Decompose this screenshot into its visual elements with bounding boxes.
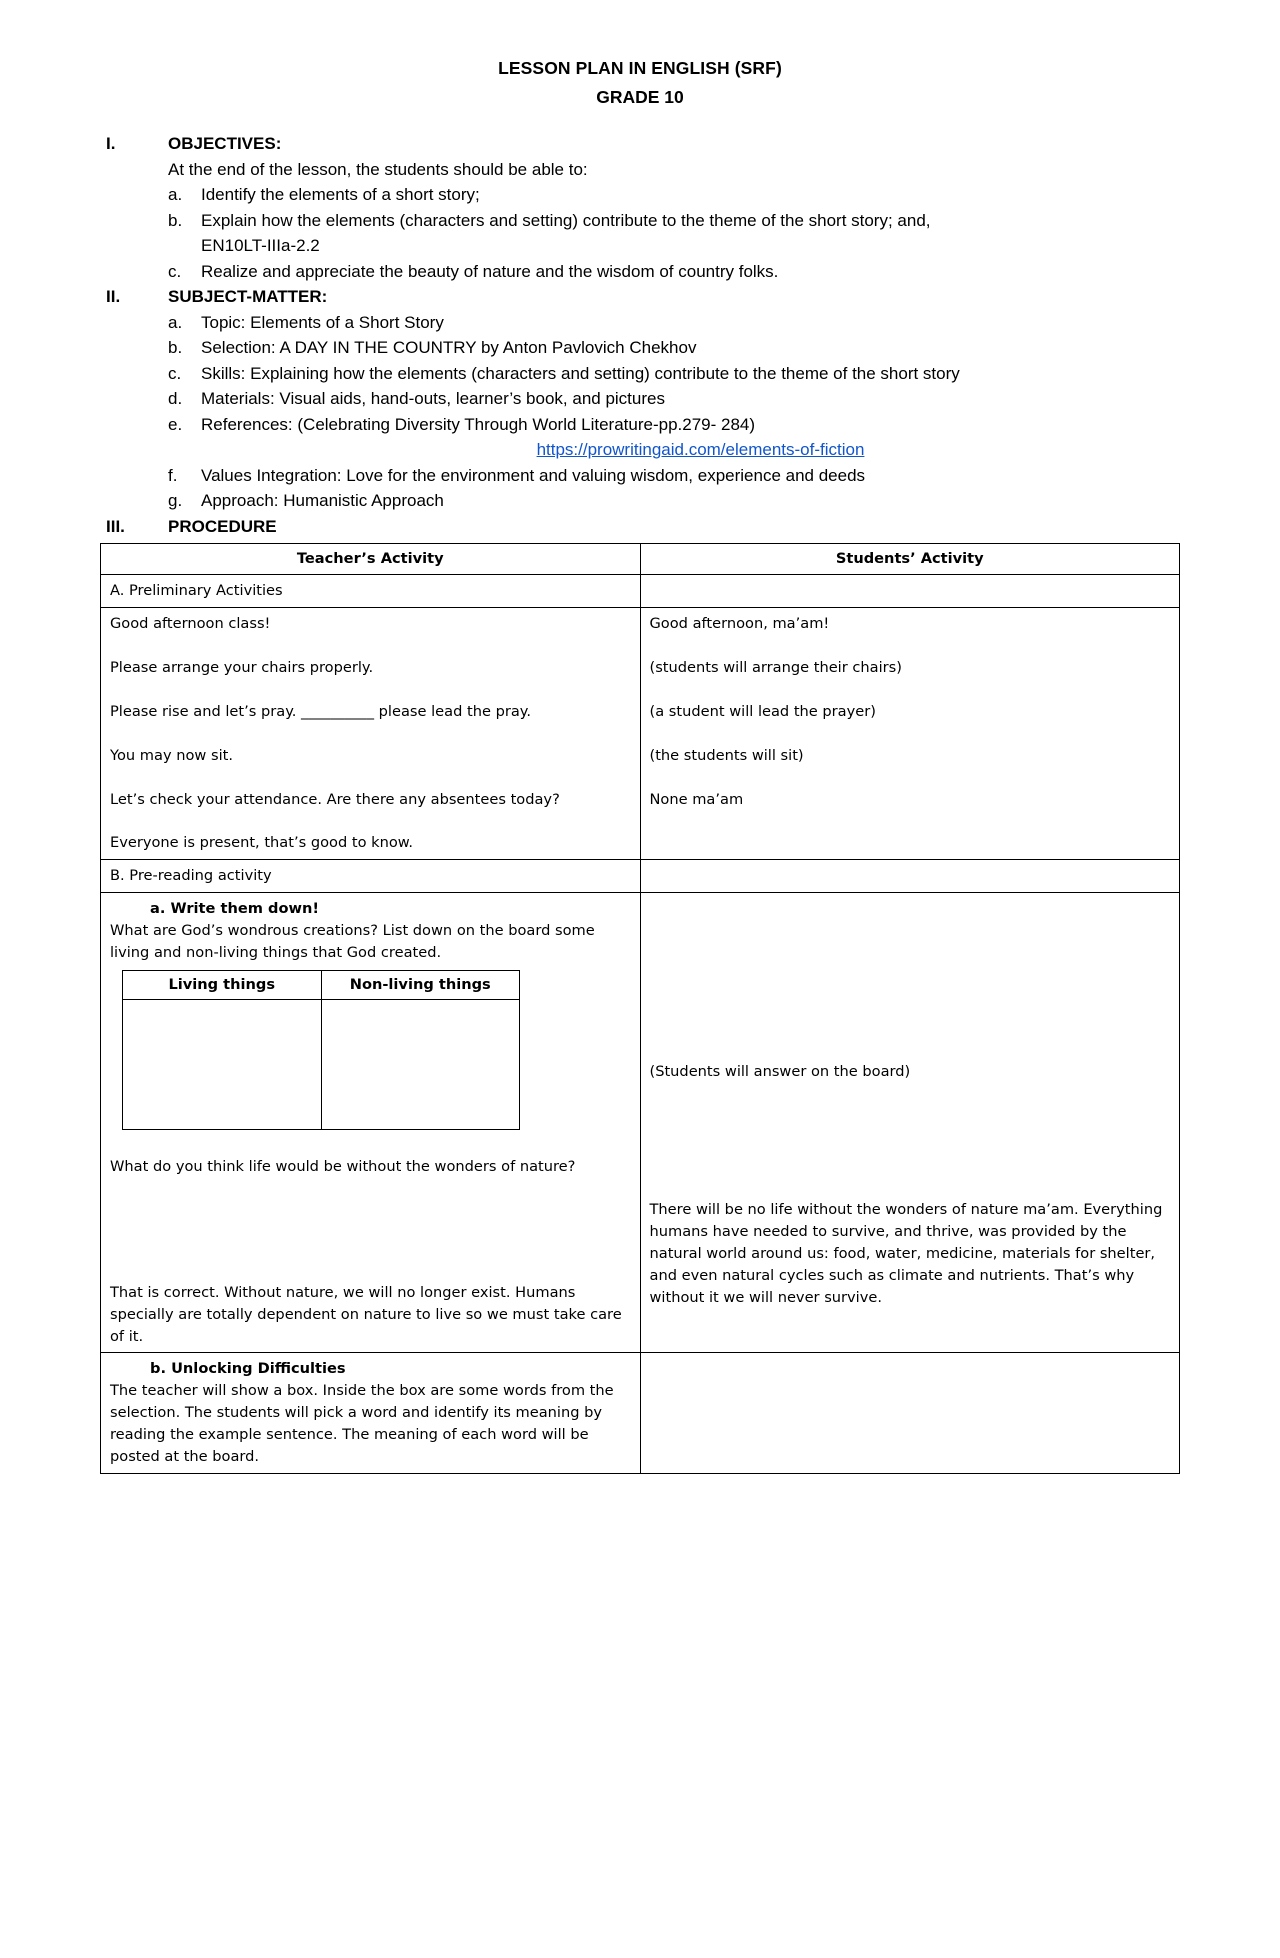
list-text: Topic: Elements of a Short Story xyxy=(201,312,444,332)
inner-cell-nonliving[interactable] xyxy=(321,999,520,1129)
empty-cell xyxy=(640,1353,1180,1473)
list-item xyxy=(168,463,1180,489)
objectives-numeral: I. xyxy=(106,134,116,154)
teacher-followup: That is correct. Without nature, we will no longer exist. Humans specially are totally dependent on nature to live so we must take care of it. xyxy=(110,1283,622,1345)
procedure-table xyxy=(100,543,1180,1474)
table-row-preliminary xyxy=(101,608,1180,860)
competency-code: EN10LT-IIIa-2.2 xyxy=(201,236,320,256)
list-text: Values Integration: Love for the environment and valuing wisdom, experience and deeds xyxy=(201,465,866,485)
list-text: Skills: Explaining how the elements (characters and setting) contribute to the theme of the short story xyxy=(201,363,960,383)
table-row-subhead-a xyxy=(101,575,1180,608)
table-row-unlocking xyxy=(101,1353,1180,1473)
list-marker: c. xyxy=(168,261,182,281)
list-text xyxy=(201,412,1180,463)
inner-header-row xyxy=(123,970,520,999)
list-item xyxy=(168,488,1180,514)
students-answer-2: There will be no life without the wonders of nature ma’am. Everything humans have needed to survive, and thrive, was provided by the natural world around us: food, water, medicine, materials for shelter, and even natural cycles such as climate and nutrients. That’s why without it we will never survive. xyxy=(649,1201,1163,1306)
teacher-line: Everyone is present, that’s good to know. xyxy=(110,834,414,852)
list-marker: g. xyxy=(168,491,183,511)
subheading-preliminary-activities: A. Preliminary Activities xyxy=(101,575,641,608)
references-text: References: (Celebrating Diversity Through World Literature-pp.279- 284) xyxy=(201,414,756,434)
list-marker: a. xyxy=(168,312,183,332)
teacher-line: Let’s check your attendance. Are there any absentees today? xyxy=(110,790,560,808)
section-procedure xyxy=(100,514,1180,540)
page-title: LESSON PLAN IN ENGLISH (SRF) xyxy=(498,58,782,78)
list-item xyxy=(168,335,1180,361)
students-preliminary-cell xyxy=(640,608,1180,860)
teacher-line: You may now sit. xyxy=(110,746,233,764)
list-marker: c. xyxy=(168,363,182,383)
list-item xyxy=(168,386,1180,412)
objective-b-text: Explain how the elements (characters and setting) contribute to the theme of the short story; and, xyxy=(201,210,931,230)
subheading-write-them-down: a. Write them down! xyxy=(150,900,320,918)
students-prereading-cell xyxy=(640,893,1180,1353)
list-item xyxy=(168,208,1180,259)
student-line: Good afternoon, ma’am! xyxy=(649,615,830,633)
students-board-answer: (Students will answer on the board) xyxy=(649,1063,911,1081)
teacher-question-2: What do you think life would be without the wonders of nature? xyxy=(110,1157,576,1175)
list-text: Approach: Humanistic Approach xyxy=(201,491,444,511)
teacher-line: Please arrange your chairs properly. xyxy=(110,658,374,676)
student-line: (a student will lead the prayer) xyxy=(649,702,876,720)
list-marker: e. xyxy=(168,414,183,434)
teacher-prompt: What are God’s wondrous creations? List down on the board some living and non-living things that God created. xyxy=(110,922,595,962)
page-subtitle: GRADE 10 xyxy=(596,87,684,108)
student-line: (students will arrange their chairs) xyxy=(649,658,902,676)
reference-link[interactable]: https://prowritingaid.com/elements-of-fiction xyxy=(536,440,865,460)
empty-cell xyxy=(640,575,1180,608)
teacher-unlocking-cell xyxy=(101,1353,641,1473)
subject-matter-list xyxy=(168,310,1180,514)
list-text: Realize and appreciate the beauty of nature and the wisdom of country folks. xyxy=(201,261,779,281)
list-marker: b. xyxy=(168,338,183,358)
list-text: Materials: Visual aids, hand-outs, learner’s book, and pictures xyxy=(201,389,665,409)
subheading-prereading-activity: B. Pre-reading activity xyxy=(101,860,641,893)
teacher-line: Good afternoon class! xyxy=(110,615,271,633)
inner-cell-living[interactable] xyxy=(123,999,322,1129)
list-item xyxy=(168,412,1180,463)
list-text: Identify the elements of a short story; xyxy=(201,185,480,205)
table-row-subhead-b xyxy=(101,860,1180,893)
procedure-numeral: III. xyxy=(106,516,125,536)
teacher-line: Please rise and let’s pray. __________ please lead the pray. xyxy=(110,702,531,720)
list-marker: b. xyxy=(168,210,183,230)
living-nonliving-table xyxy=(122,970,520,1130)
student-line: (the students will sit) xyxy=(649,746,804,764)
list-text: Selection: A DAY IN THE COUNTRY by Anton Pavlovich Chekhov xyxy=(201,338,697,358)
list-item xyxy=(168,310,1180,336)
list-marker: f. xyxy=(168,465,178,485)
inner-body-row xyxy=(123,999,520,1129)
teacher-preliminary-cell xyxy=(101,608,641,860)
inner-column-header-living: Living things xyxy=(123,970,322,999)
list-item xyxy=(168,259,1180,285)
subject-matter-heading: SUBJECT-MATTER: xyxy=(168,287,328,307)
list-text xyxy=(201,208,1180,259)
objectives-intro: At the end of the lesson, the students should be able to: xyxy=(168,159,588,179)
list-marker: a. xyxy=(168,185,183,205)
list-marker: d. xyxy=(168,389,183,409)
procedure-heading: PROCEDURE xyxy=(168,516,277,536)
empty-cell xyxy=(640,860,1180,893)
unlocking-text: The teacher will show a box. Inside the box are some words from the selection. The students will pick a word and identify its meaning by reading the example sentence. The meaning of each word will be posted at the board. xyxy=(110,1382,614,1465)
student-line: None ma’am xyxy=(649,790,744,808)
list-item xyxy=(168,361,1180,387)
subject-matter-numeral: II. xyxy=(106,287,121,307)
objectives-heading: OBJECTIVES: xyxy=(168,134,282,154)
table-header-row xyxy=(101,544,1180,575)
column-header-students: Students’ Activity xyxy=(640,544,1180,575)
column-header-teacher: Teacher’s Activity xyxy=(101,544,641,575)
inner-column-header-nonliving: Non-living things xyxy=(321,970,520,999)
section-objectives xyxy=(100,131,1180,284)
section-subject-matter xyxy=(100,284,1180,514)
objectives-list xyxy=(168,182,1180,284)
table-row-prereading-a xyxy=(101,893,1180,1353)
list-item xyxy=(168,182,1180,208)
teacher-prereading-cell xyxy=(101,893,641,1353)
subheading-unlocking-difficulties: b. Unlocking Difficulties xyxy=(150,1360,346,1378)
